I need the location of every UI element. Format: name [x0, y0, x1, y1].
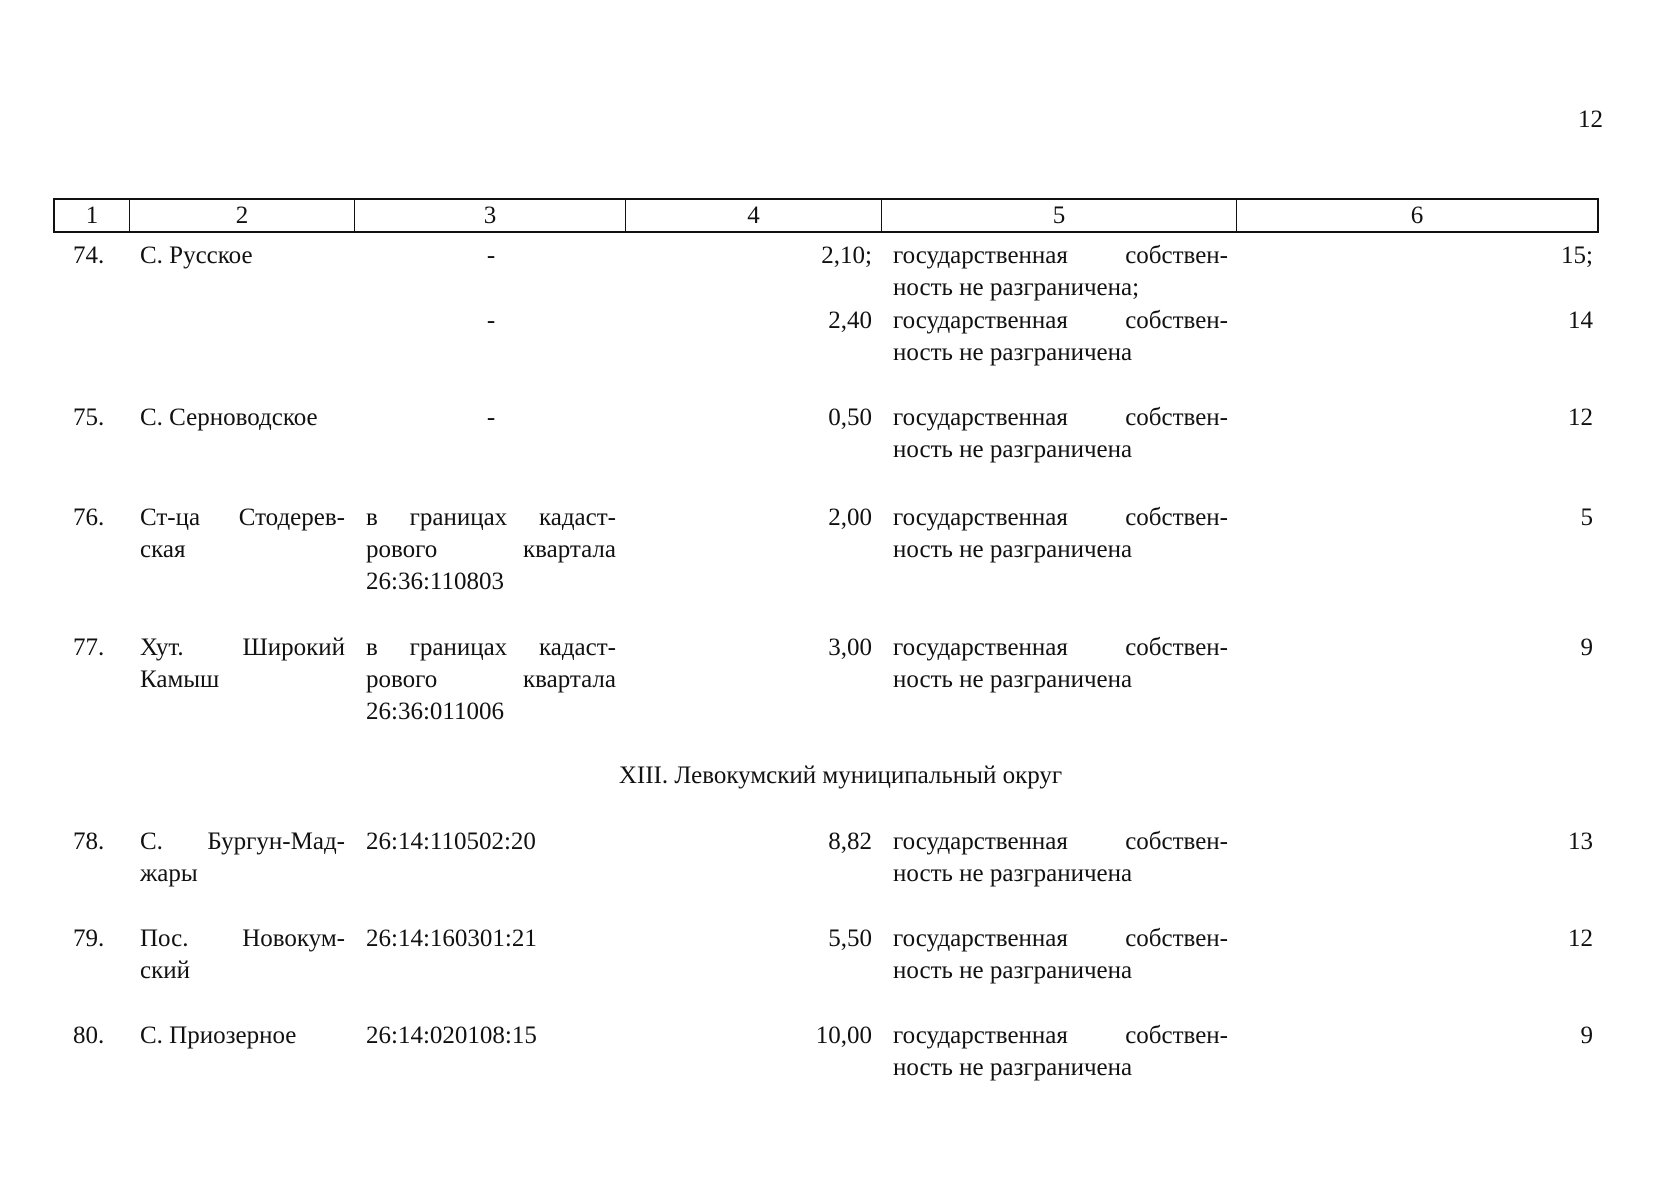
settlement-name: Пос. Новокум- ский [140, 925, 345, 984]
column-header-5: 5 [882, 200, 1237, 231]
area-value: 2,40 [828, 307, 872, 334]
column-header-3: 3 [355, 200, 626, 231]
row-number: 77. [73, 634, 105, 661]
table-header [53, 198, 1599, 233]
area-value: 10,00 [815, 1022, 872, 1049]
ownership-cell: государственная собствен- ность не разграничена [893, 634, 1228, 693]
area-value: 3,00 [828, 634, 872, 661]
ownership-cell: государственная собствен- ность не разграничена [893, 404, 1228, 463]
row-number: 79. [73, 925, 105, 952]
location-cell: в границах кадаст- рового квартала 26:36:011006 [366, 634, 616, 725]
column-header-2: 2 [130, 200, 355, 231]
column-header-4: 4 [626, 200, 882, 231]
location-cell: - [486, 242, 496, 269]
ownership-cell: государственная собствен- ность не разграничена [893, 925, 1228, 984]
ownership-cell: государственная собствен- ность не разграничена [893, 828, 1228, 887]
area-value: 0,50 [828, 404, 872, 431]
column-header-6: 6 [1410, 202, 1424, 229]
area-value: 2,00 [828, 504, 872, 531]
settlement-name: С. Приозерное [140, 1022, 297, 1049]
location-cell: - [486, 404, 496, 431]
row-number: 78. [73, 828, 105, 855]
settlement-name: Ст-ца Стодерев- ская [140, 504, 345, 563]
settlement-name: С. Русское [140, 242, 253, 269]
area-value: 2,10; [821, 242, 872, 269]
area-value: 5,50 [828, 925, 872, 952]
ownership-cell: государственная собствен- ность не разграничена [893, 504, 1228, 563]
distance-value: 14 [1568, 307, 1593, 334]
distance-value: 12 [1568, 404, 1593, 431]
column-header-1: 1 [55, 200, 130, 231]
row-number: 75. [73, 404, 105, 431]
distance-value: 5 [1580, 504, 1593, 531]
settlement-name: С. Серноводское [140, 404, 318, 431]
row-number: 74. [73, 242, 105, 269]
ownership-cell: государственная собствен- ность не разграничена [893, 1022, 1228, 1081]
section-title: XIII. Левокумский муниципальный округ [618, 762, 1063, 789]
location-cell: в границах кадаст- рового квартала 26:36:110803 [366, 504, 616, 595]
settlement-name: С. Бургун-Мад- жары [140, 828, 345, 887]
row-number: 76. [73, 504, 105, 531]
cadastral-number: 26:14:160301:21 [366, 925, 537, 952]
settlement-name: Хут. Широкий Камыш [140, 634, 345, 693]
distance-value: 9 [1580, 634, 1593, 661]
row-number: 80. [73, 1022, 105, 1049]
distance-value: 9 [1580, 1022, 1593, 1049]
distance-value: 15; [1561, 242, 1593, 269]
area-value: 8,82 [828, 828, 872, 855]
distance-value: 12 [1568, 925, 1593, 952]
cadastral-number: 26:14:020108:15 [366, 1022, 537, 1049]
distance-value: 13 [1568, 828, 1593, 855]
ownership-cell: государственная собствен- ность не разграничена; [893, 242, 1228, 301]
page-number: 12 [1578, 106, 1603, 133]
location-cell: - [486, 307, 496, 334]
cadastral-number: 26:14:110502:20 [366, 828, 536, 855]
ownership-cell: государственная собствен- ность не разграничена [893, 307, 1228, 366]
